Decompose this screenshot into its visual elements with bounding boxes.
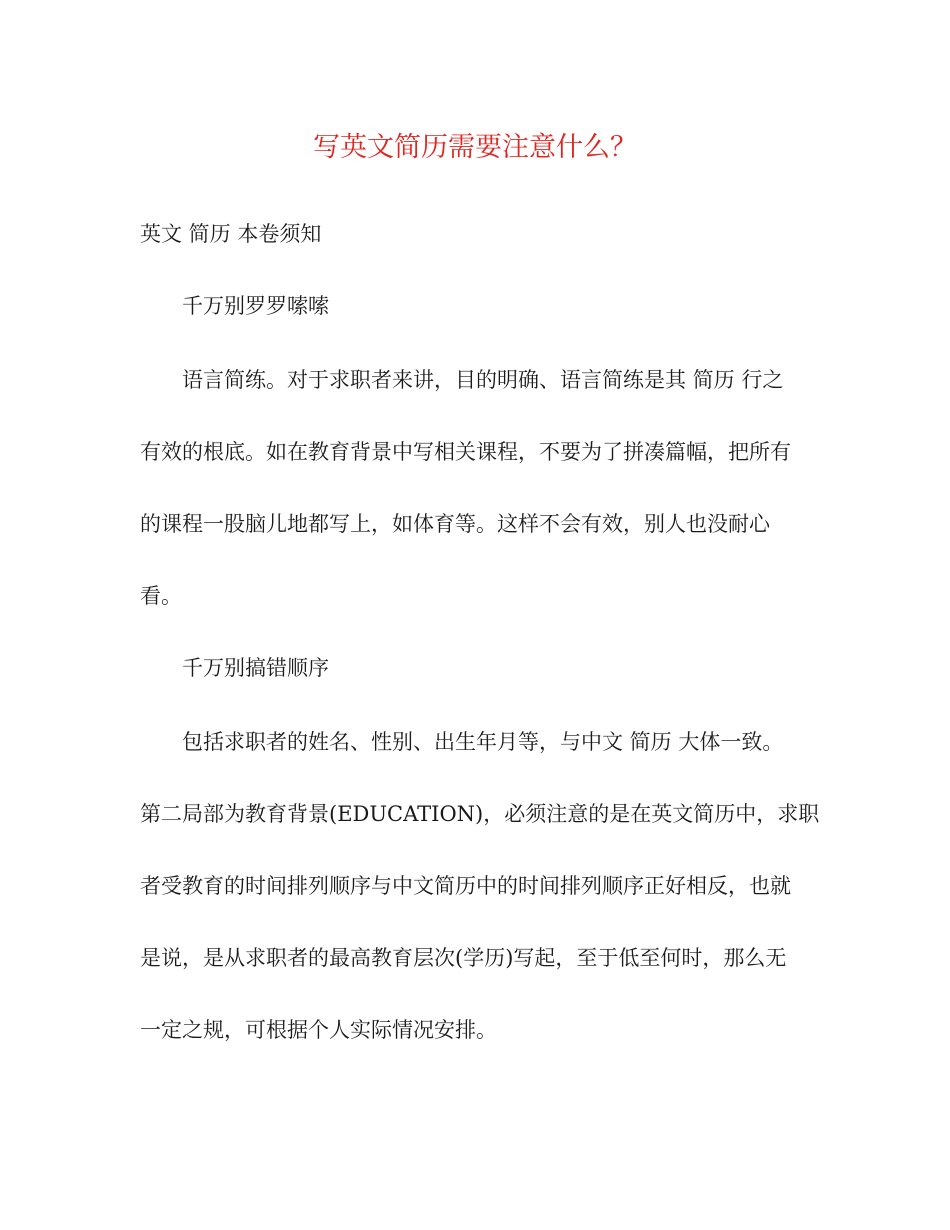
paragraph-line: 是说，是从求职者的最高教育层次(学历)写起，至于低至何时，那么无: [140, 946, 787, 970]
paragraph-line: 者受教育的时间排列顺序与中文简历中的时间排列顺序正好相反，也就: [140, 874, 791, 898]
section-heading: 英文 简历 本卷须知: [140, 222, 322, 246]
document-title: 写英文简历需要注意什么？: [313, 132, 637, 163]
paragraph-line: 第二局部为教育背景(EDUCATION)，必须注意的是在英文简历中，求职: [140, 802, 820, 826]
paragraph-line: 的课程一股脑儿地都写上，如体育等。这样不会有效，别人也没耐心: [140, 512, 770, 536]
paragraph-line: 语言简练。对于求职者来讲，目的明确、语言简练是其 简历 行之: [182, 368, 784, 392]
paragraph-line: 看。: [140, 584, 182, 608]
subheading-verbosity: 千万别罗罗嗦嗦: [182, 294, 329, 318]
paragraph-line: 包括求职者的姓名、性别、出生年月等，与中文 简历 大体一致。: [182, 730, 784, 754]
paragraph-line: 有效的根底。如在教育背景中写相关课程，不要为了拼凑篇幅，把所有: [140, 440, 791, 464]
subheading-order: 千万别搞错顺序: [182, 656, 329, 680]
paragraph-line: 一定之规，可根据个人实际情况安排。: [140, 1018, 497, 1042]
